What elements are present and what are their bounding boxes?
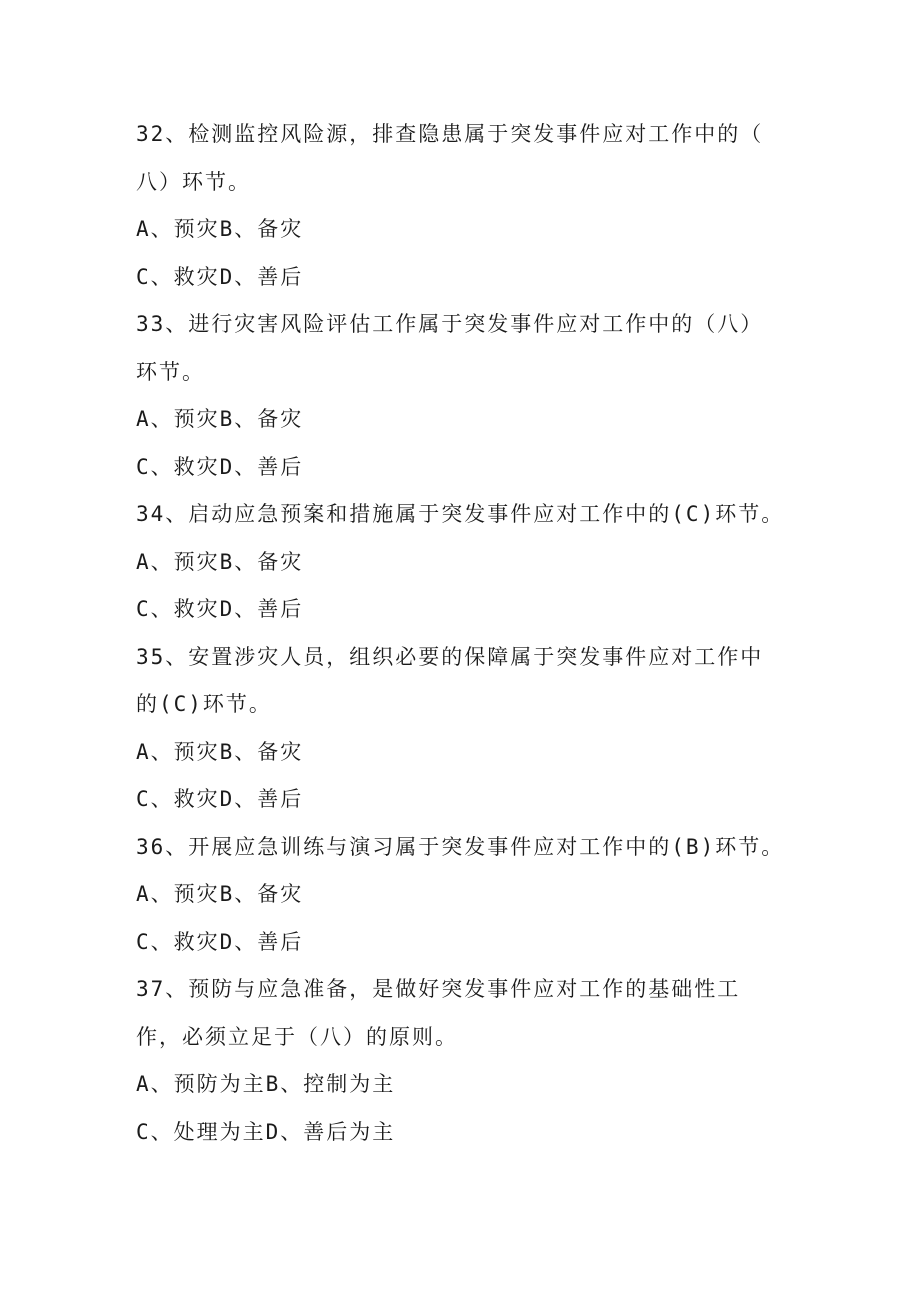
question-33-line-1: 33、进行灾害风险评估工作属于突发事件应对工作中的（八）: [136, 312, 764, 336]
question-35-line-1: 35、安置涉灾人员，组织必要的保障属于突发事件应对工作中: [136, 644, 764, 669]
question-36-line-1: 36、开展应急训练与演习属于突发事件应对工作中的(B)环节。: [136, 834, 785, 859]
question-37-options-ab: A、预防为主B、控制为主: [136, 1072, 396, 1096]
question-33-line-2: 环节。: [136, 359, 205, 384]
question-37-line-2: 作，必须立足于（八）的原则。: [136, 1024, 458, 1049]
question-36-options-cd: C、救灾D、善后: [136, 929, 304, 954]
question-35-options-ab: A、预灾B、备灾: [136, 739, 304, 764]
question-34-options-ab: A、预灾B、备灾: [136, 549, 304, 574]
question-35-line-2: 的(C)环节。: [136, 692, 272, 716]
question-37-options-cd: C、处理为主D、善后为主: [136, 1119, 396, 1144]
question-list: [136, 111, 786, 1156]
question-33-options-ab: A、预灾B、备灾: [136, 407, 304, 431]
question-37-line-1: 37、预防与应急准备，是做好突发事件应对工作的基础性工: [136, 977, 741, 1001]
question-34-line-1: 34、启动应急预案和措施属于突发事件应对工作中的(C)环节。: [136, 502, 785, 526]
question-33-options-cd: C、救灾D、善后: [136, 454, 304, 479]
question-36-options-ab: A、预灾B、备灾: [136, 882, 304, 906]
question-32-options-cd: C、救灾D、善后: [136, 264, 304, 289]
question-32-line-2: 八）环节。: [136, 169, 251, 194]
question-32-line-1: 32、检测监控风险源，排查隐患属于突发事件应对工作中的（: [136, 122, 764, 146]
question-34-options-cd: C、救灾D、善后: [136, 597, 304, 621]
question-35-options-cd: C、救灾D、善后: [136, 787, 304, 811]
question-32-options-ab: A、预灾B、备灾: [136, 217, 304, 241]
